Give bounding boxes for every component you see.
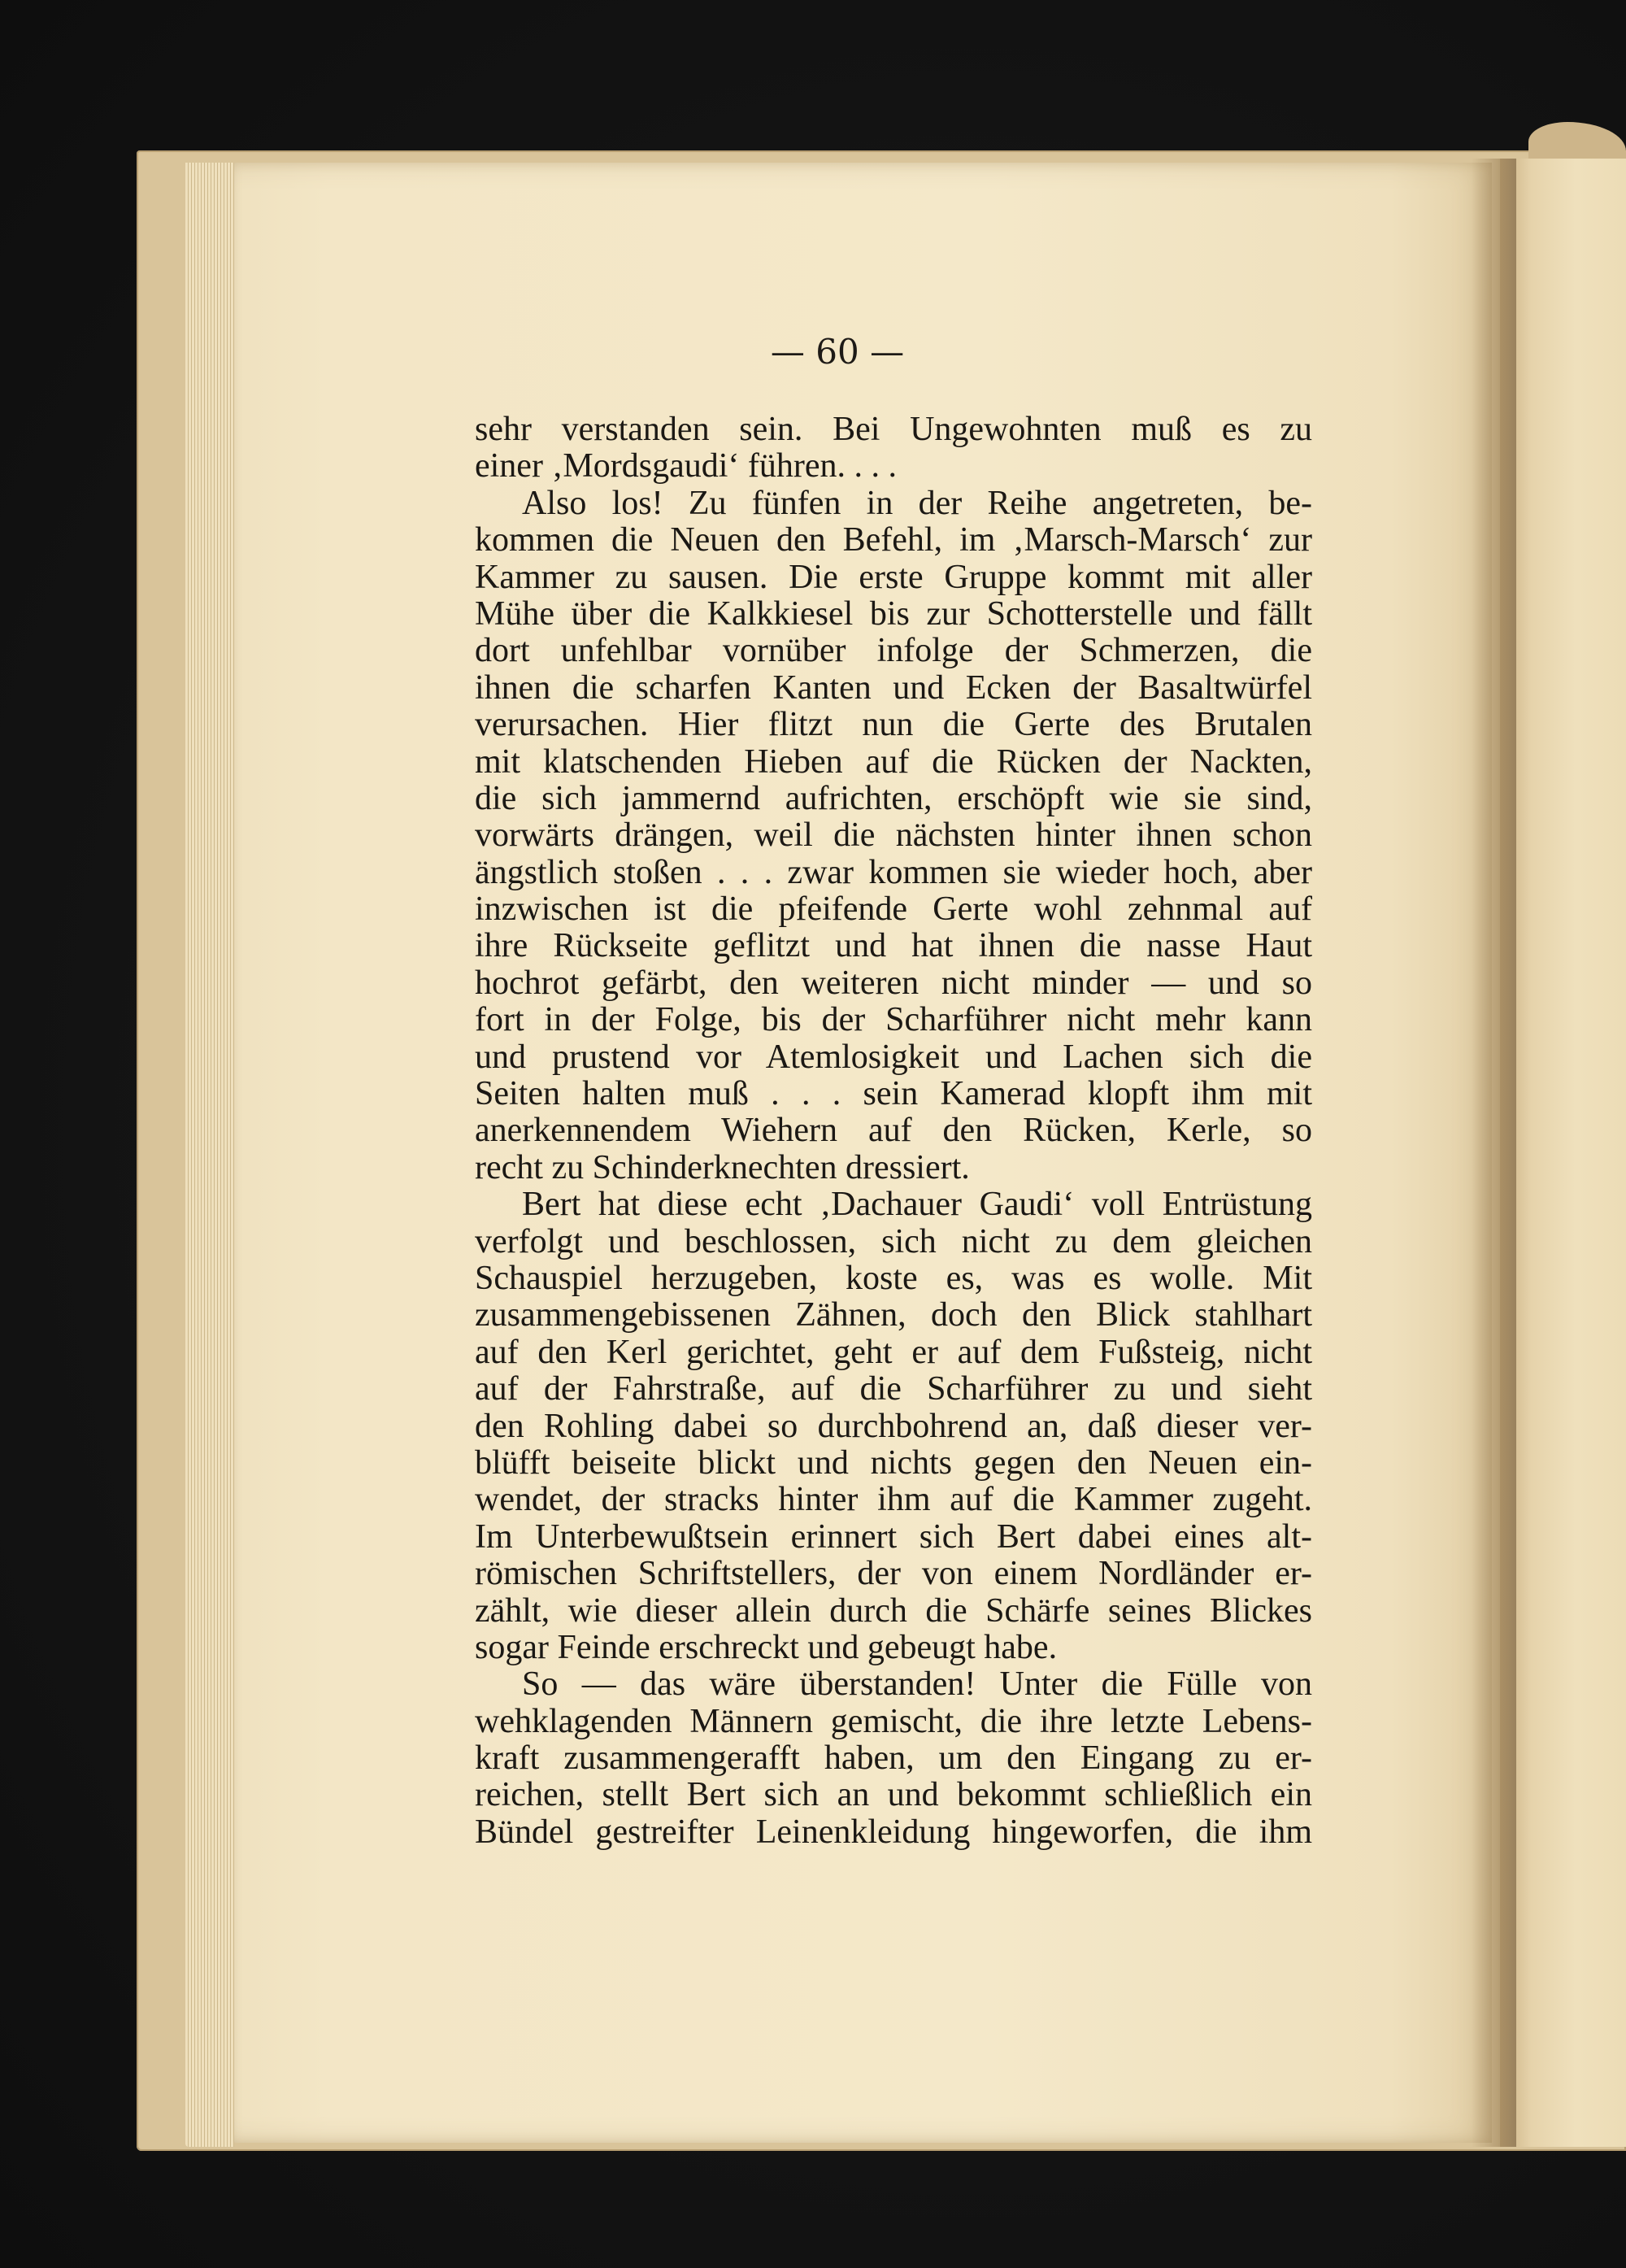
text-line: Mühe über die Kalkkiesel bis zur Schotterstelle und fällt [475, 595, 1312, 633]
text-line: verursachen. Hier flitzt nun die Gerte des Brutalen [475, 707, 1312, 744]
text-line: sehr verstanden sein. Bei Ungewohnten muß es zu [475, 411, 1312, 448]
text-line: den Rohling dabei so durchbohrend an, daß dieser ver- [475, 1408, 1312, 1445]
text-line: Kammer zu sausen. Die erste Gruppe kommt mit aller [475, 559, 1312, 596]
body-text [475, 411, 1312, 1851]
text-line: fort in der Folge, bis der Scharführer nicht mehr kann [475, 1002, 1312, 1039]
text-line: römischen Schriftstellers, der von einem Nordländer er- [475, 1556, 1312, 1593]
text-line: ihre Rückseite geflitzt und hat ihnen die nasse Haut [475, 928, 1312, 965]
text-line: reichen, stellt Bert sich an und bekommt schließlich ein [475, 1777, 1312, 1814]
text-line: Also los! Zu fünfen in der Reihe angetreten, be- [522, 485, 1312, 522]
text-line: einer ‚Mordsgaudi‘ führen. . . . [475, 448, 898, 485]
text-line: und prustend vor Atemlosigkeit und Lachen sich die [475, 1038, 1312, 1076]
text-line: auf den Kerl gerichtet, geht er auf dem Fußsteig, nicht [475, 1334, 1312, 1371]
text-line: auf der Fahrstraße, auf die Scharführer zu und sieht [475, 1371, 1312, 1408]
text-line: Seiten halten muß . . . sein Kamerad klopft ihm mit [475, 1076, 1312, 1113]
text-line: hochrot gefärbt, den weiteren nicht minder — und so [475, 964, 1312, 1002]
text-line: mit klatschenden Hieben auf die Rücken der Nackten, [475, 743, 1312, 781]
gutter-shadow [1472, 159, 1516, 2147]
text-line: vorwärts drängen, weil die nächsten hinter ihnen schon [475, 817, 1312, 855]
text-line: Im Unterbewußtsein erinnert sich Bert dabei eines alt- [475, 1518, 1312, 1556]
text-line: verfolgt und beschlossen, sich nicht zu dem gleichen [475, 1223, 1312, 1260]
text-line: ängstlich stoßen . . . zwar kommen sie wieder hoch, aber [475, 854, 1312, 891]
text-line: Bündel gestreifter Leinenkleidung hingeworfen, die ihm [475, 1813, 1312, 1851]
text-line: Schauspiel herzugeben, koste es, was es wolle. Mit [475, 1260, 1312, 1297]
text-line: recht zu Schinderknechten dressiert. [475, 1149, 970, 1186]
text-line: zusammengebissenen Zähnen, doch den Blick stahlhart [475, 1297, 1312, 1334]
text-line: Bert hat diese echt ‚Dachauer Gaudi‘ voll Entrüstung [522, 1186, 1312, 1224]
text-line: wehklagenden Männern gemischt, die ihre letzte Lebens- [475, 1703, 1312, 1740]
text-line: inzwischen ist die pfeifende Gerte wohl zehnmal auf [475, 891, 1312, 929]
text-line: dort unfehlbar vornüber infolge der Schmerzen, die [475, 633, 1312, 670]
text-line: die sich jammernd aufrichten, erschöpft wie sie sind, [475, 780, 1312, 817]
text-line: kommen die Neuen den Befehl, im ‚Marsch-Marsch‘ zur [475, 522, 1312, 559]
text-line: zählt, wie dieser allein durch die Schärfe seines Blickes [475, 1592, 1312, 1630]
text-line: blüfft beiseite blickt und nichts gegen den Neuen ein- [475, 1444, 1312, 1482]
text-line: So — das wäre überstanden! Unter die Fülle von [522, 1666, 1312, 1704]
page-number: — 60 — [770, 332, 905, 372]
facing-page [1500, 159, 1626, 2147]
text-line: wendet, der stracks hinter ihm auf die Kammer zugeht. [475, 1482, 1312, 1519]
text-line: kraft zusammengerafft haben, um den Eingang zu er- [475, 1740, 1312, 1778]
text-line: anerkennendem Wiehern auf den Rücken, Kerle, so [475, 1112, 1312, 1150]
text-line: sogar Feinde erschreckt und gebeugt habe. [475, 1629, 1058, 1666]
page-edges [185, 163, 234, 2147]
text-line: ihnen die scharfen Kanten und Ecken der Basaltwürfel [475, 669, 1312, 707]
